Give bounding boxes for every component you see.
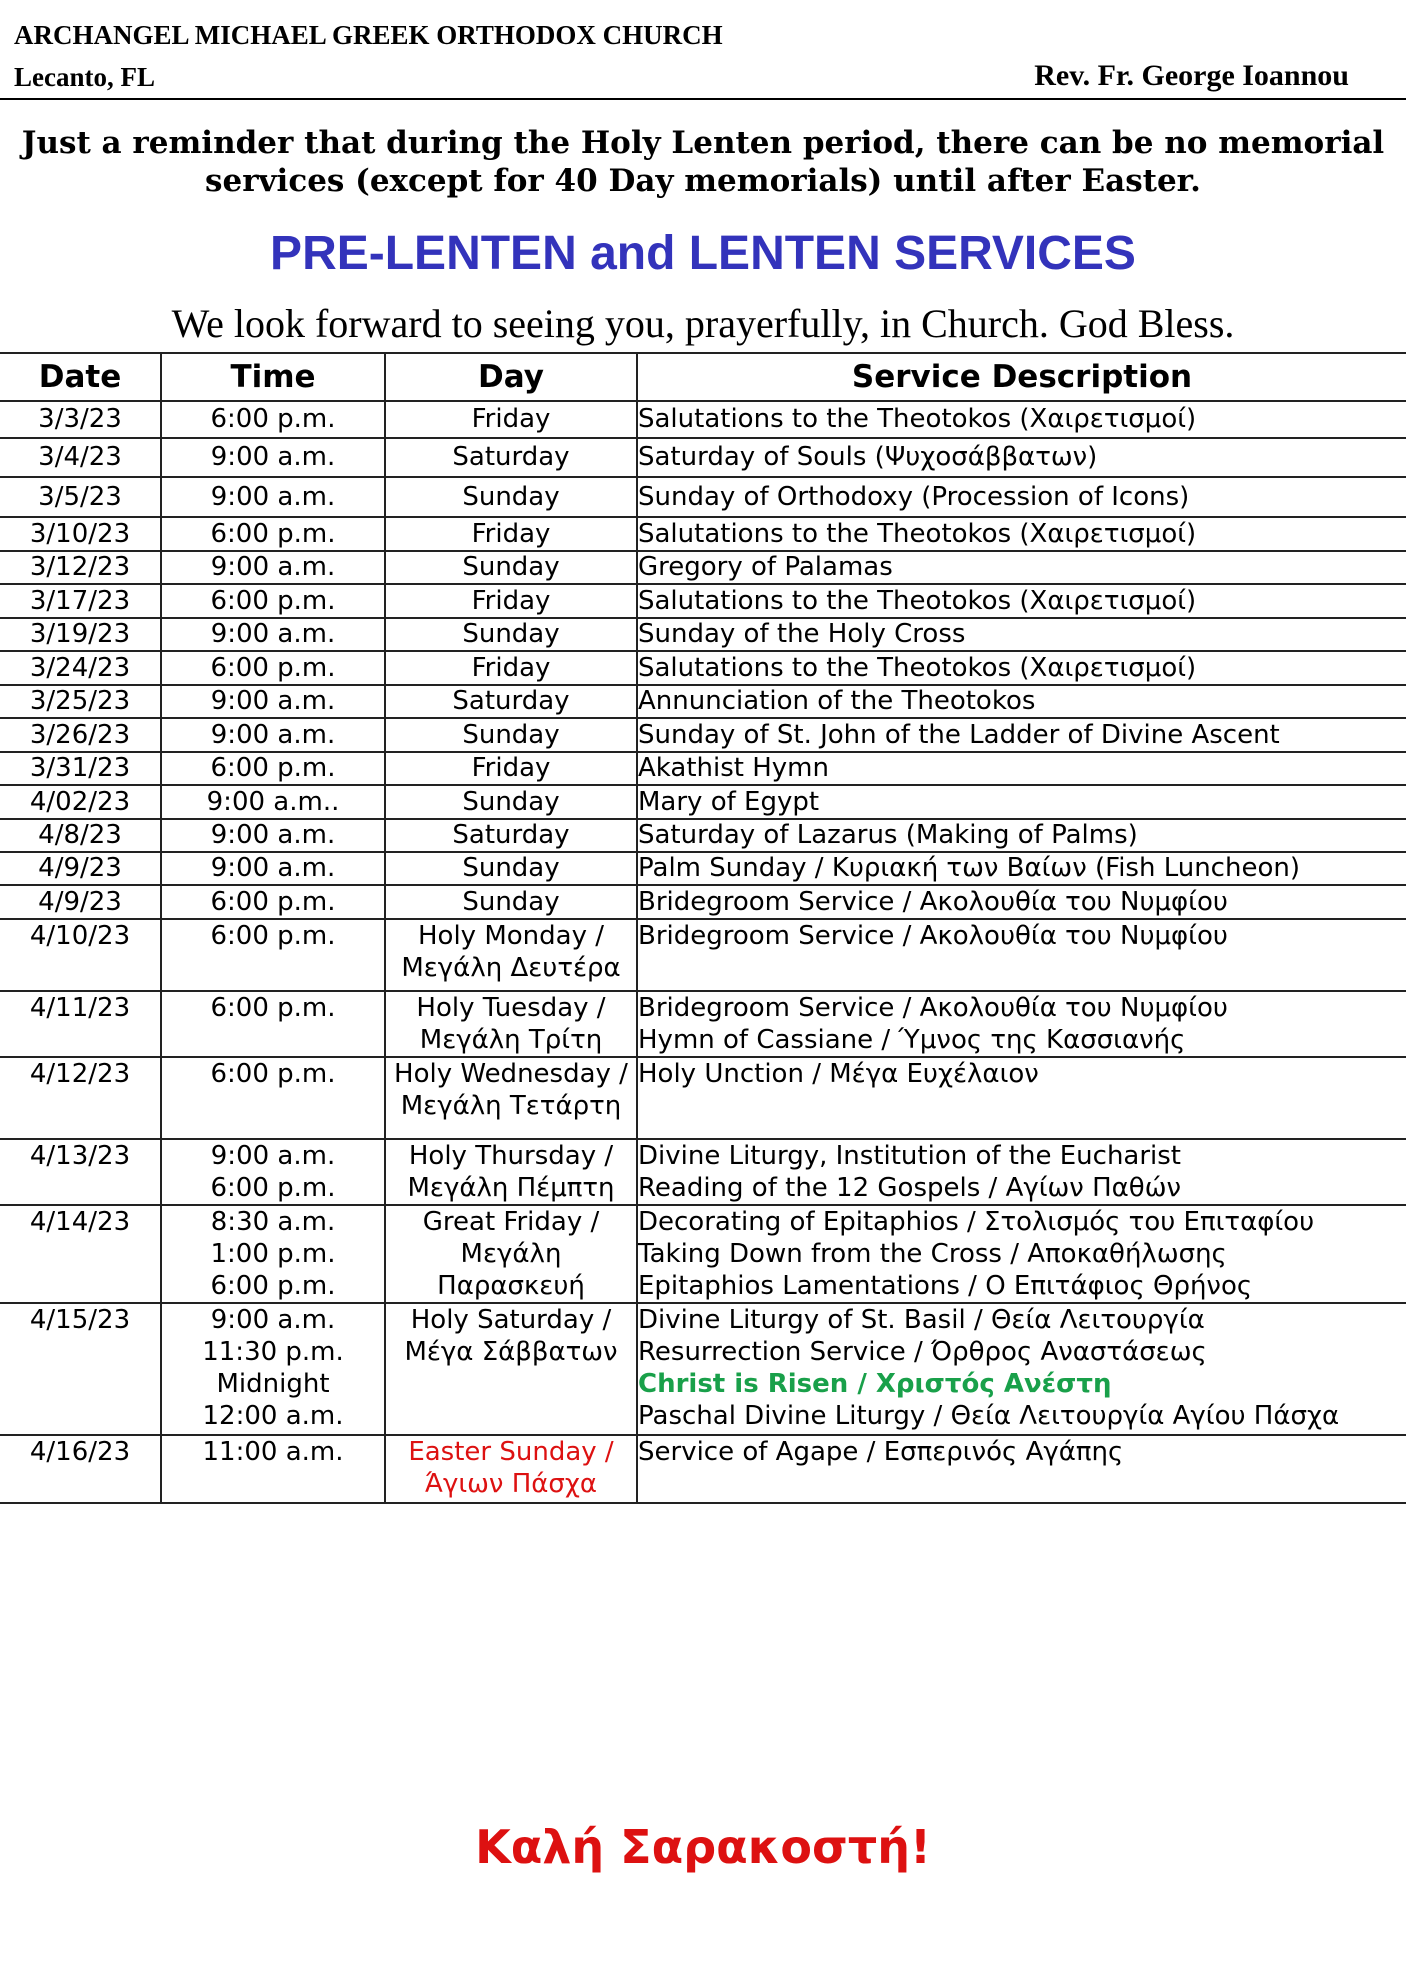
service-description-cell [637,1303,1406,1435]
tagline: We look forward to seeing you, prayerfully, in Church. God Bless. [171,301,1235,346]
table-row [0,584,1406,618]
table-header-row [0,353,1406,401]
time-cell [161,1057,385,1139]
day-cell [385,438,637,477]
time-text: 12:00 a.m. [202,1401,344,1431]
day-text: Μεγάλη Τετάρτη [400,1091,622,1121]
date-cell [0,517,161,551]
day-text: Sunday [462,482,560,512]
date-cell [0,1205,161,1303]
day-text: Sunday [462,787,560,817]
service-description-cell [637,1205,1406,1303]
service-description-cell [637,752,1406,785]
time-text: 6:00 p.m. [210,921,336,951]
table-row [0,919,1406,991]
date-cell [0,551,161,584]
time-text: 6:00 p.m. [210,404,336,434]
date-cell [0,919,161,991]
services-table [0,352,1406,1504]
table-row [0,1303,1406,1435]
time-cell [161,1303,385,1435]
time-text: 9:00 a.m. [210,552,336,582]
date-text: 4/14/23 [29,1207,131,1237]
date-cell [0,991,161,1057]
day-text: Μεγάλη [460,1239,562,1269]
header-divider [0,98,1406,100]
service-description-text: Saturday of Lazarus (Making of Palms) [638,820,1138,850]
day-text: Sunday [462,853,560,883]
day-text: Holy Thursday / [408,1141,614,1171]
time-text: 9:00 a.m. [210,442,336,472]
col-header-day: Day [385,353,637,401]
time-text: 6:00 p.m. [210,887,336,917]
time-cell [161,919,385,991]
day-cell [385,651,637,685]
service-description-text: Bridegroom Service / Ακολουθία του Νυμφίου [638,887,1228,917]
time-text: Midnight [216,1369,330,1399]
time-text: 1:00 p.m. [210,1239,336,1269]
date-text: 4/8/23 [38,820,122,850]
page-title: PRE-LENTEN and LENTEN SERVICES [270,227,1136,280]
day-text: Μεγάλη Πέμπτη [407,1173,615,1203]
day-cell [385,819,637,852]
date-text: 3/26/23 [29,720,131,750]
table-row [0,1139,1406,1205]
time-text: 9:00 a.m. [210,1141,336,1171]
day-text: Sunday [462,887,560,917]
time-cell [161,852,385,885]
day-text: Άγιων Πάσχα [424,1469,598,1499]
date-text: 4/12/23 [29,1059,131,1089]
day-cell [385,551,637,584]
day-text: Saturday [452,442,570,472]
service-description-text: Divine Liturgy of St. Basil / Θεία Λειτουργία [638,1305,1205,1335]
service-description-cell [637,1435,1406,1503]
service-description-cell [637,438,1406,477]
day-cell [385,584,637,618]
table-row [0,1205,1406,1303]
date-text: 3/19/23 [29,619,131,649]
day-text: Sunday [462,720,560,750]
table-row [0,991,1406,1057]
date-cell [0,785,161,819]
day-cell [385,1303,637,1435]
service-description-text: Saturday of Souls (Ψυχοσάββατων) [638,442,1098,472]
table-row [0,551,1406,584]
service-description-text: Bridegroom Service / Ακολουθία του Νυμφίου [638,921,1228,951]
service-description-text: Divine Liturgy, Institution of the Eucharist [638,1141,1182,1171]
time-cell [161,618,385,651]
day-text: Saturday [452,686,570,716]
date-cell [0,819,161,852]
service-description-text: Sunday of St. John of the Ladder of Divine Ascent [638,720,1280,750]
service-description-cell [637,718,1406,752]
date-text: 3/24/23 [29,653,131,683]
time-text: 6:00 p.m. [210,1271,336,1301]
date-text: 3/31/23 [29,753,131,783]
service-description-cell [637,401,1406,438]
service-description-text: Salutations to the Theotokos (Χαιρετισμοί) [638,586,1197,616]
time-text: 8:30 a.m. [210,1207,336,1237]
time-cell [161,1139,385,1205]
time-text: 9:00 a.m. [210,720,336,750]
day-cell [385,919,637,991]
service-description-text: Paschal Divine Liturgy / Θεία Λειτουργία Αγίου Πάσχα [638,1401,1340,1431]
day-cell [385,785,637,819]
day-text: Sunday [462,552,560,582]
time-cell [161,651,385,685]
date-text: 4/13/23 [29,1141,131,1171]
table-row [0,618,1406,651]
time-text: 6:00 p.m. [210,1173,336,1203]
day-cell [385,618,637,651]
reminder-line-2: services (except for 40 Day memorials) until after Easter. [205,163,1201,199]
date-cell [0,1057,161,1139]
date-cell [0,852,161,885]
table-row [0,401,1406,438]
service-description-text: Holy Unction / Μέγα Ευχέλαιον [638,1059,1039,1089]
day-text: Friday [471,753,551,783]
time-cell [161,401,385,438]
date-cell [0,1139,161,1205]
day-cell [385,852,637,885]
day-cell [385,991,637,1057]
service-description-text: Salutations to the Theotokos (Χαιρετισμοί) [638,653,1197,683]
time-text: 6:00 p.m. [210,653,336,683]
table-row [0,785,1406,819]
time-cell [161,1435,385,1503]
time-text: 9:00 a.m. [210,482,336,512]
day-text: Μεγάλη Τρίτη [419,1025,603,1055]
table-row [0,438,1406,477]
date-cell [0,477,161,517]
time-cell [161,718,385,752]
date-text: 3/10/23 [29,519,131,549]
time-text: 9:00 a.m. [210,853,336,883]
time-text: 6:00 p.m. [210,1059,336,1089]
table-row [0,752,1406,785]
day-text: Holy Wednesday / [394,1059,628,1089]
day-text: Friday [471,519,551,549]
time-cell [161,551,385,584]
service-description-text: Resurrection Service / Όρθρος Αναστάσεως [638,1337,1207,1367]
time-cell [161,785,385,819]
day-cell [385,718,637,752]
service-description-text: Salutations to the Theotokos (Χαιρετισμοί) [638,519,1197,549]
time-cell [161,885,385,919]
date-cell [0,885,161,919]
service-description-text: Akathist Hymn [638,753,829,783]
time-text: 11:00 a.m. [202,1437,344,1467]
day-text: Easter Sunday / [408,1437,614,1467]
service-description-text: Reading of the 12 Gospels / Αγίων Παθών [638,1173,1181,1203]
time-text: 6:00 p.m. [210,519,336,549]
service-description-text: Service of Agape / Εσπερινός Αγάπης [638,1437,1124,1467]
service-description-cell [637,819,1406,852]
service-description-cell [637,551,1406,584]
service-description-cell [637,991,1406,1057]
date-text: 4/9/23 [38,887,122,917]
day-text: Holy Tuesday / [416,993,606,1023]
service-description-cell [637,852,1406,885]
date-text: 3/17/23 [29,586,131,616]
table-row [0,718,1406,752]
table-row [0,651,1406,685]
time-cell [161,584,385,618]
date-cell [0,718,161,752]
table-row [0,1435,1406,1503]
date-text: 3/4/23 [38,442,122,472]
date-cell [0,1303,161,1435]
table-row [0,685,1406,718]
date-text: 3/25/23 [29,686,131,716]
service-description-text: Bridegroom Service / Ακολουθία του Νυμφίου [638,993,1228,1023]
day-text: Sunday [462,619,560,649]
church-location: Lecanto, FL [14,62,155,92]
day-text: Friday [471,586,551,616]
day-cell [385,1057,637,1139]
reminder-line-1: Just a reminder that during the Holy Lenten period, there can be no memorial [21,125,1385,161]
day-text: Μεγάλη Δευτέρα [401,953,621,983]
table-body [0,401,1406,1503]
table-row [0,1057,1406,1139]
closing-greeting: Καλή Σαρακοστή! [475,1820,931,1874]
table-row [0,517,1406,551]
day-text: Friday [471,404,551,434]
table-row [0,477,1406,517]
day-cell [385,517,637,551]
service-description-cell [637,785,1406,819]
time-cell [161,438,385,477]
day-text: Μέγα Σάββατων [404,1337,618,1367]
day-text: Great Friday / [422,1207,600,1237]
time-cell [161,752,385,785]
time-text: 9:00 a.m. [210,686,336,716]
service-description-text: Annunciation of the Theotokos [638,686,1036,716]
lenten-reminder [0,124,1406,200]
date-text: 4/02/23 [29,787,131,817]
day-cell [385,401,637,438]
time-text: 6:00 p.m. [210,993,336,1023]
date-cell [0,685,161,718]
time-cell [161,1205,385,1303]
day-text: Holy Monday / [418,921,604,951]
date-text: 3/12/23 [29,552,131,582]
date-text: 3/5/23 [38,482,122,512]
time-cell [161,477,385,517]
service-description-text: Decorating of Epitaphios / Στολισμός του Επιταφίου [638,1207,1315,1237]
time-cell [161,991,385,1057]
time-cell [161,517,385,551]
day-text: Holy Saturday / [410,1305,612,1335]
time-cell [161,685,385,718]
time-text: 6:00 p.m. [210,586,336,616]
time-text: 9:00 a.m. [210,619,336,649]
day-cell [385,1139,637,1205]
service-description-cell [637,651,1406,685]
service-description-cell [637,1057,1406,1139]
time-text: 9:00 a.m.. [206,787,340,817]
day-cell [385,752,637,785]
day-cell [385,885,637,919]
church-name: ARCHANGEL MICHAEL GREEK ORTHODOX CHURCH [14,20,723,50]
service-description-text: Hymn of Cassiane / Ύμνος της Κασσιανής [638,1025,1186,1055]
service-description-text: Christ is Risen / Χριστός Ανέστη [638,1369,1112,1399]
col-header-date: Date [0,353,161,401]
time-cell [161,819,385,852]
priest-name: Rev. Fr. George Ioannou [1034,59,1349,92]
col-header-service-description: Service Description [637,353,1406,401]
date-cell [0,584,161,618]
date-text: 4/16/23 [29,1437,131,1467]
day-text: Παρασκευή [437,1271,585,1301]
service-description-text: Mary of Egypt [638,787,820,817]
date-text: 4/10/23 [29,921,131,951]
service-description-cell [637,919,1406,991]
service-description-text: Sunday of Orthodoxy (Procession of Icons) [638,482,1190,512]
day-cell [385,685,637,718]
service-description-text: Epitaphios Lamentations / Ο Επιτάφιος Θρήνος [638,1271,1253,1301]
service-description-text: Sunday of the Holy Cross [638,619,966,649]
service-description-text: Palm Sunday / Κυριακή των Βαίων (Fish Luncheon) [638,853,1300,883]
date-cell [0,438,161,477]
day-text: Saturday [452,820,570,850]
time-text: 9:00 a.m. [210,820,336,850]
col-header-time: Time [161,353,385,401]
service-description-cell [637,685,1406,718]
service-description-text: Gregory of Palamas [638,552,893,582]
date-cell [0,1435,161,1503]
service-description-cell [637,477,1406,517]
table-row [0,885,1406,919]
service-description-cell [637,618,1406,651]
date-cell [0,752,161,785]
time-text: 9:00 a.m. [210,1305,336,1335]
date-text: 4/9/23 [38,853,122,883]
day-cell [385,1435,637,1503]
table-row [0,819,1406,852]
date-text: 3/3/23 [38,404,122,434]
service-description-cell [637,885,1406,919]
service-description-cell [637,517,1406,551]
date-cell [0,651,161,685]
service-description-text: Taking Down from the Cross / Αποκαθήλωσης [638,1239,1227,1269]
date-cell [0,618,161,651]
table-row [0,852,1406,885]
date-text: 4/15/23 [29,1305,131,1335]
service-description-text: Salutations to the Theotokos (Χαιρετισμοί) [638,404,1197,434]
time-text: 11:30 p.m. [202,1337,344,1367]
day-cell [385,477,637,517]
service-description-cell [637,584,1406,618]
day-text: Friday [471,653,551,683]
date-text: 4/11/23 [29,993,131,1023]
date-cell [0,401,161,438]
service-description-cell [637,1139,1406,1205]
time-text: 6:00 p.m. [210,753,336,783]
day-cell [385,1205,637,1303]
